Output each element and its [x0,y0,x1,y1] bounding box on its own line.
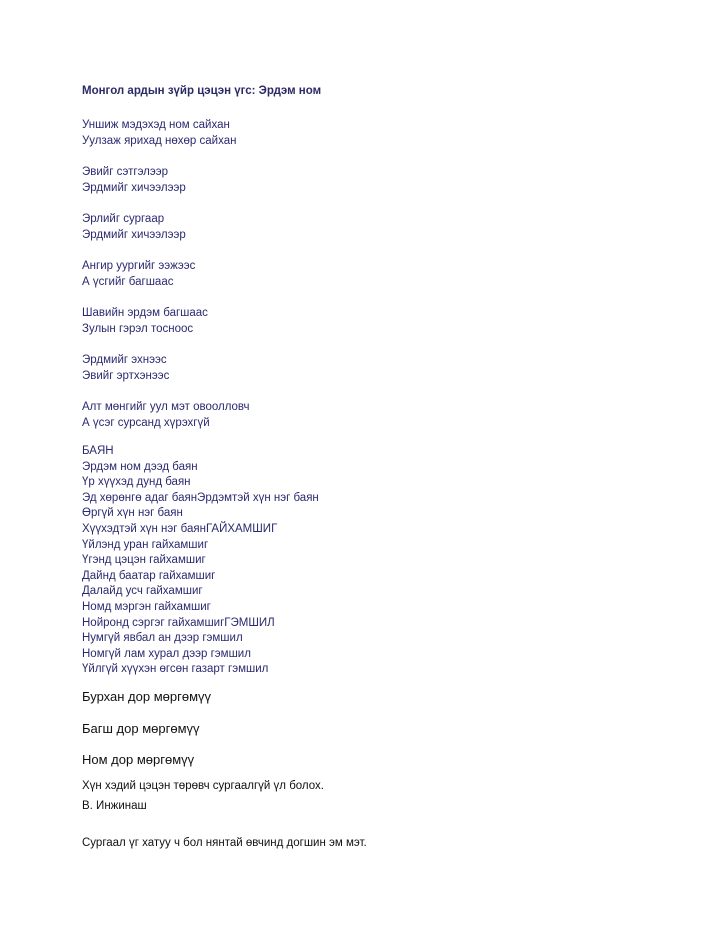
verse-line: Эрдмийг хичээлээр [82,228,186,241]
verse-line: А үсэг сурсанд хүрэхгүй [82,416,210,429]
question-line: Бурхан дор мөргөмүү [82,689,212,704]
verse-line: Алт мөнгийг уул мэт овоолловч [82,401,250,413]
question-line: Багш дор мөргөмүү [82,721,200,736]
verse-line: БАЯН [82,445,114,457]
verse-line: Зулын гэрэл тосноос [82,322,194,335]
verse-line: Өргүй хүн нэг баян [82,507,183,520]
closing-line: Сургаал үг хатуу ч бол нянтай өвчинд догшин эм мэт. [82,837,367,849]
question-line: Ном дор мөргөмүү [82,752,195,767]
verse-line: Ангир уургийг ээжээс [82,260,196,272]
verse-line: А үсгийг багшаас [82,275,174,288]
verse-line: Дайнд баатар гайхамшиг [82,569,216,582]
verse-line: Уншиж мэдэхэд ном сайхан [82,119,230,131]
verse-line: Үгэнд цэцэн гайхамшиг [82,554,206,567]
verse-line: Далайд усч гайхамшиг [82,585,203,598]
verse-line: Эрдмийг хичээлээр [82,181,186,194]
verse-line: Эрдмийг эхнээс [82,354,167,366]
stanza-5 [82,306,208,337]
stanza-7 [82,400,250,431]
quote-text: Хүн хэдий цэцэн төрөвч сургаалгүй үл болох. [82,780,324,792]
verse-line: Номд мэргэн гайхамшиг [82,600,211,613]
verse-line: Нумгүй явбал ан дээр гэмшил [82,632,243,645]
verse-line: Шавийн эрдэм багшаас [82,307,208,319]
stanza-6 [82,353,169,384]
verse-line: Эвийг эртхэнээс [82,369,170,382]
quote-author: В. Инжинаш [82,800,147,812]
stanza-3 [82,212,186,243]
verse-line: Номгүй лам хурал дээр гэмшил [82,647,251,660]
stanza-1 [82,118,236,149]
verse-line: Эд хөрөнгө адаг баянЭрдэмтэй хүн нэг баян [82,491,319,504]
verse-line: Үйлгүй хүүхэн өгсөн газарт гэмшил [82,663,269,676]
stanza-8 [82,444,319,678]
verse-line: Эрдэм ном дээд баян [82,460,198,473]
verse-line: Үйлэнд уран гайхамшиг [82,538,209,551]
stanza-2 [82,165,186,196]
verse-line: Эвийг сэтгэлээр [82,166,169,178]
verse-line: Уулзаж ярихад нөхөр сайхан [82,134,237,147]
verse-line: Эрлийг сургаар [82,213,165,225]
page-title: Монгол ардын зүйр цэцэн үгс: Эрдэм ном [82,85,322,97]
stanza-4 [82,259,195,290]
verse-line: Хүүхэдтэй хүн нэг баянГАЙХАМШИГ [82,522,278,535]
verse-line: Үр хүүхэд дунд баян [82,476,191,489]
verse-line: Нойронд сэргэг гайхамшигГЭМШИЛ [82,616,275,629]
